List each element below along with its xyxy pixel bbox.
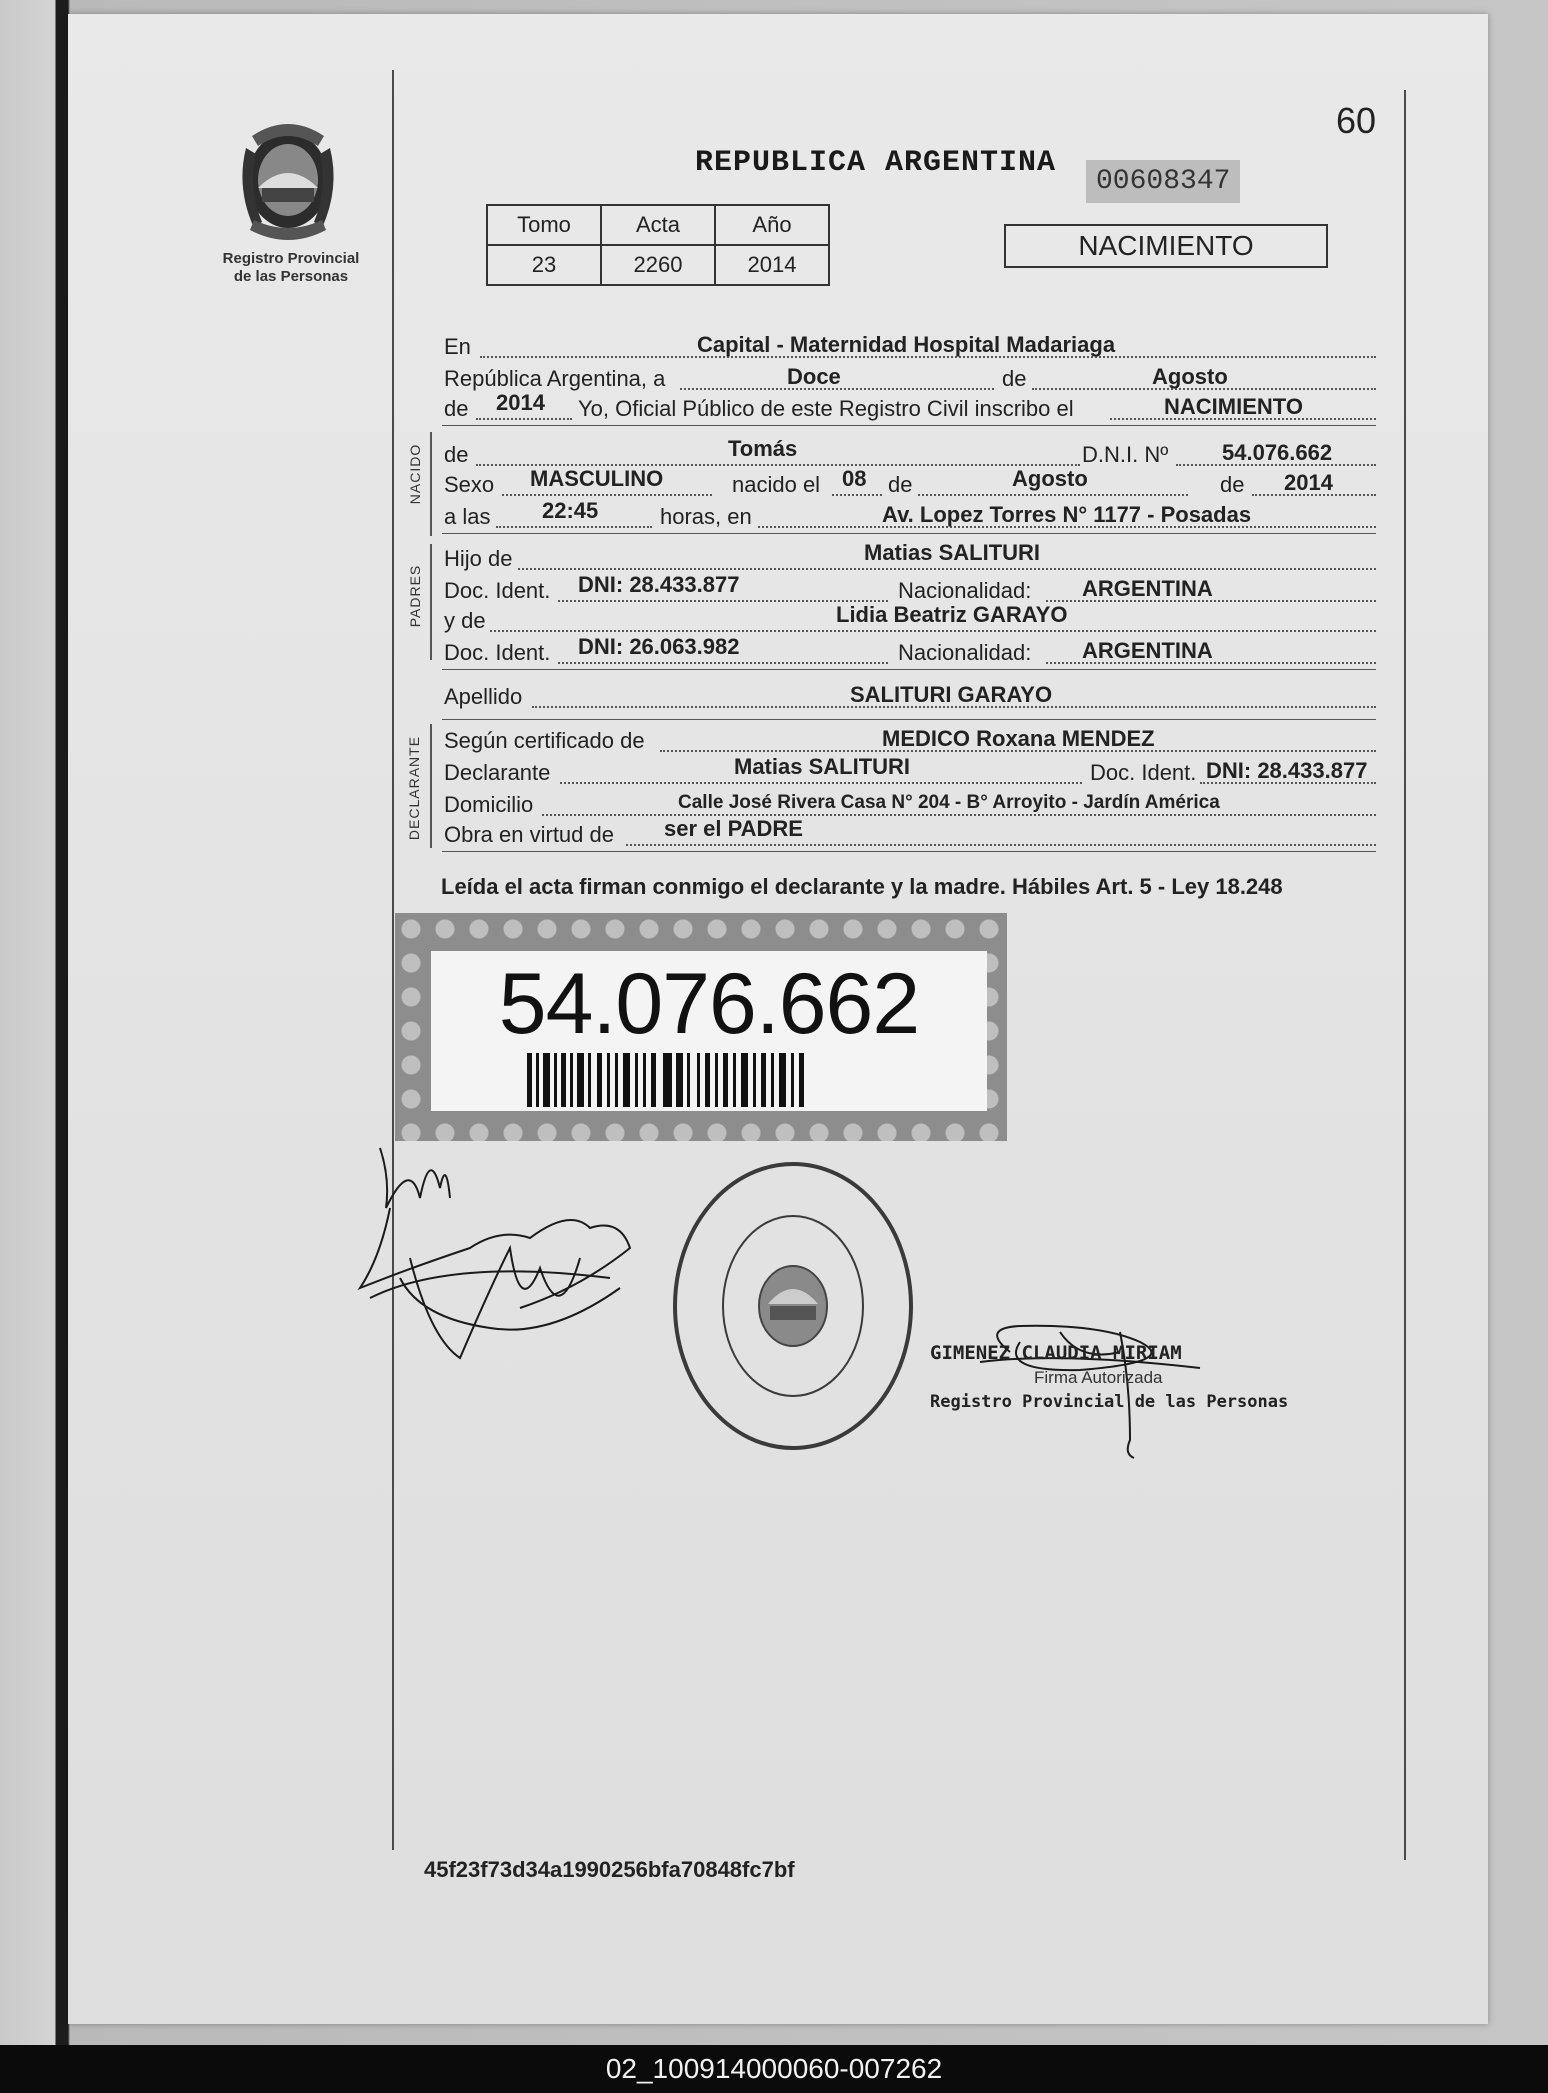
- value-padre: Matias SALITURI: [864, 540, 1041, 565]
- label-de-anio: de: [444, 396, 469, 421]
- declarante-bracket: [430, 724, 432, 848]
- value-apellido: SALITURI GARAYO: [850, 682, 1053, 707]
- label-domicilio: Domicilio: [444, 792, 534, 817]
- value-tipo-inscripcion: NACIMIENTO: [1164, 394, 1303, 419]
- row-certificado: [442, 724, 1376, 758]
- dni-sticker: [395, 913, 1007, 1141]
- tomo-header: Tomo: [487, 205, 601, 245]
- value-anio-inscripcion: 2014: [496, 390, 545, 415]
- label-obra-en-virtud: Obra en virtud de: [444, 822, 614, 847]
- value-mes-inscripcion: Agosto: [1152, 364, 1228, 389]
- padres-bracket: [430, 544, 432, 660]
- value-declarante-dni: DNI: 28.433.877: [1206, 758, 1368, 783]
- acta-value: 2260: [601, 245, 715, 285]
- official-title: Firma Autorizada: [1034, 1368, 1163, 1387]
- official-registry: Registro Provincial de las Personas: [930, 1392, 1289, 1412]
- official-stamp: [668, 1154, 918, 1458]
- record-type-box: NACIMIENTO: [1004, 224, 1328, 268]
- row-obra-en-virtud: [442, 818, 1376, 852]
- registry-caption-line1: Registro Provincial: [222, 250, 360, 267]
- label-de-anio-nac: de: [1220, 472, 1245, 497]
- registry-caption-line2: de las Personas: [233, 268, 349, 285]
- value-madre-nacionalidad: ARGENTINA: [1082, 638, 1213, 663]
- provincia-misiones-coat-of-arms-icon: [232, 118, 344, 248]
- barcode-icon: [527, 1053, 891, 1107]
- value-dni: 54.076.662: [1222, 440, 1333, 465]
- row-domicilio: [442, 788, 1376, 822]
- value-declarante: Matias SALITURI: [734, 754, 911, 779]
- value-domicilio: Calle José Rivera Casa N° 204 - B° Arroyito - Jardín América: [678, 792, 1220, 813]
- value-dia-nacimiento: 08: [842, 466, 867, 491]
- row-sexo-fecha: [442, 468, 1376, 502]
- value-obra-en-virtud: ser el PADRE: [664, 816, 803, 841]
- right-margin-line: [1404, 90, 1406, 1860]
- closing-statement: Leída el acta firman conmigo el declarante y la madre. Hábiles Art. 5 - Ley 18.248: [441, 874, 1283, 899]
- label-segun-certificado: Según certificado de: [444, 728, 645, 753]
- tomo-value: 23: [487, 245, 601, 285]
- label-declarante: Declarante: [444, 760, 551, 785]
- file-id-bar: [0, 2045, 1548, 2093]
- label-de-nombre: de: [444, 442, 469, 467]
- label-doc-ident-padre: Doc. Ident.: [444, 578, 551, 603]
- label-nacionalidad-padre: Nacionalidad:: [898, 578, 1032, 603]
- value-certificado: MEDICO Roxana MENDEZ: [882, 726, 1155, 751]
- section-label-padres: PADRES: [407, 564, 423, 628]
- label-y-de: y de: [444, 608, 486, 633]
- row-fecha-inscripcion: [442, 362, 1376, 396]
- value-nombre: Tomás: [728, 436, 798, 461]
- value-lugar-nacimiento: Av. Lopez Torres N° 1177 - Posadas: [882, 502, 1252, 527]
- value-madre-dni: DNI: 26.063.982: [578, 634, 740, 659]
- acta-header: Acta: [601, 205, 715, 245]
- document-hash: 45f23f73d34a1990256bfa70848fc7bf: [424, 1857, 795, 1882]
- value-hora: 22:45: [542, 498, 599, 523]
- section-label-declarante: DECLARANTE: [406, 735, 422, 841]
- label-republica: República Argentina, a: [444, 366, 666, 391]
- value-dia-inscripcion: Doce: [787, 364, 841, 389]
- row-declarante: [442, 756, 1376, 790]
- left-margin-line: [392, 70, 394, 1850]
- file-id: 02_100914000060-007262: [605, 2053, 943, 2084]
- section-label-nacido: NACIDO: [407, 443, 423, 505]
- label-dni: D.N.I. Nº: [1082, 442, 1169, 467]
- value-padre-nacionalidad: ARGENTINA: [1082, 576, 1213, 601]
- row-lugar: [442, 330, 1376, 364]
- label-nacido-el: nacido el: [732, 472, 821, 497]
- row-madre: [442, 604, 1376, 638]
- label-doc-ident-madre: Doc. Ident.: [444, 640, 551, 665]
- label-en: En: [444, 334, 471, 359]
- row-hora-lugar: [442, 500, 1376, 534]
- sticker-dni-number: 54.076.662: [498, 956, 920, 1052]
- value-anio-nacimiento: 2014: [1284, 470, 1333, 495]
- declarant-signature: [350, 1138, 650, 1378]
- label-horas-en: horas, en: [660, 504, 752, 529]
- row-oficial: [442, 392, 1376, 426]
- row-padre: [442, 542, 1376, 576]
- row-madre-doc: [442, 636, 1376, 670]
- tomo-acta-anio-table: [486, 204, 830, 286]
- page-number: 60: [1336, 100, 1377, 141]
- label-de-mes: de: [1002, 366, 1027, 391]
- label-sexo: Sexo: [444, 472, 495, 497]
- label-oficial: Yo, Oficial Público de este Registro Civil inscribo el: [578, 396, 1074, 421]
- label-a-las: a las: [444, 504, 491, 529]
- serial-stamp: 00608347: [1086, 160, 1240, 203]
- label-de-mes-nac: de: [888, 472, 913, 497]
- row-apellido: [442, 680, 1376, 714]
- label-hijo-de: Hijo de: [444, 546, 513, 571]
- nacido-bracket: [430, 432, 432, 536]
- value-madre: Lidia Beatriz GARAYO: [836, 602, 1068, 627]
- value-padre-dni: DNI: 28.433.877: [578, 572, 740, 597]
- anio-header: Año: [715, 205, 829, 245]
- anio-value: 2014: [715, 245, 829, 285]
- value-sexo: MASCULINO: [530, 466, 664, 491]
- page-title: REPUBLICA ARGENTINA: [695, 146, 1057, 180]
- label-doc-ident-declarante: Doc. Ident.: [1090, 760, 1197, 785]
- value-lugar: Capital - Maternidad Hospital Madariaga: [697, 332, 1116, 357]
- label-nacionalidad-madre: Nacionalidad:: [898, 640, 1032, 665]
- official-name: GIMENEZ CLAUDIA MIRIAM: [930, 1342, 1182, 1364]
- label-apellido: Apellido: [444, 684, 523, 709]
- value-mes-nacimiento: Agosto: [1012, 466, 1088, 491]
